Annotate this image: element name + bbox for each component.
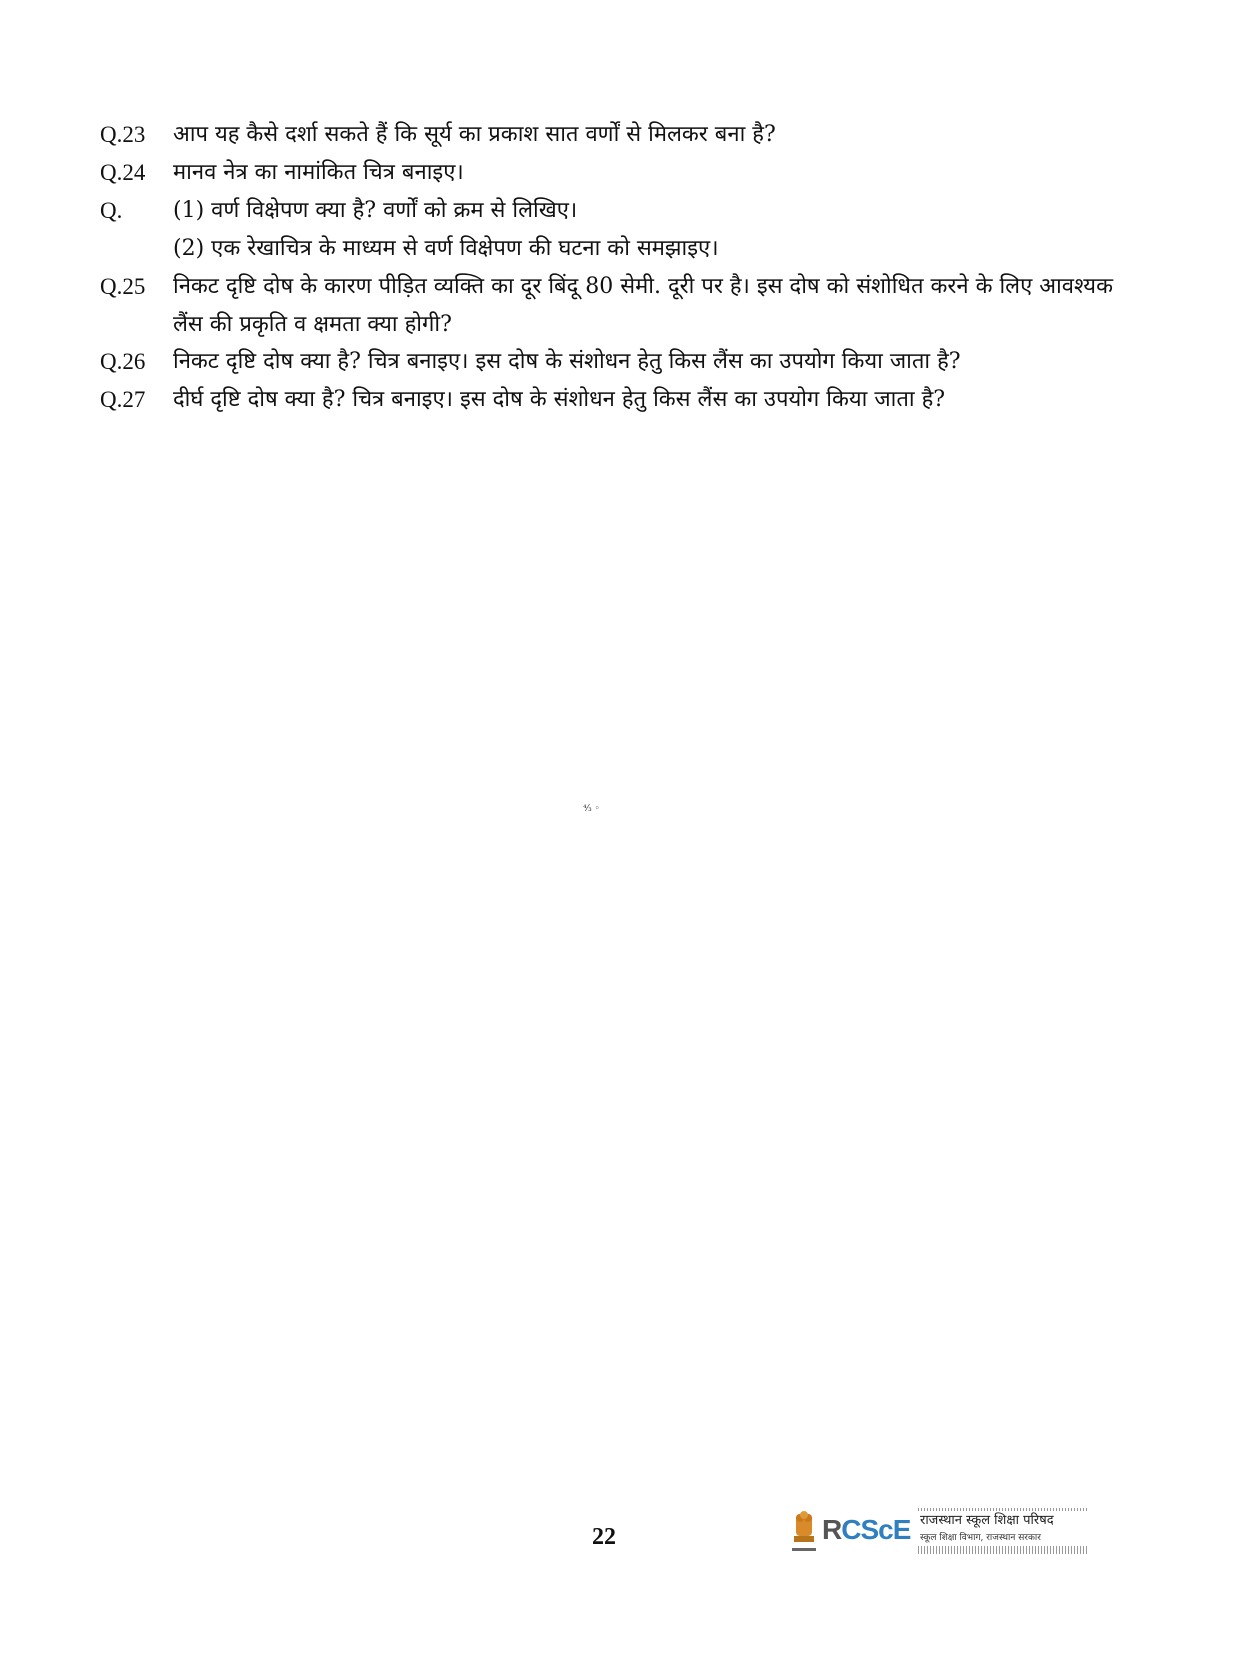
- question-q24: [100, 154, 1140, 192]
- page-number: 22: [592, 1524, 616, 1550]
- question-text: मानव नेत्र का नामांकित चित्र बनाइए।: [173, 160, 464, 185]
- question-q-part2: [100, 230, 1140, 268]
- question-number: Q.23: [100, 122, 146, 147]
- question-text: (2) एक रेखाचित्र के माध्यम से वर्ण विक्षेपण की घटना को समझाइए।: [173, 236, 719, 261]
- question-number: Q.: [100, 198, 123, 223]
- state-emblem-icon: [790, 1508, 818, 1556]
- question-text: दीर्घ दृष्टि दोष क्या है? चित्र बनाइए। इस दोष के संशोधन हेतु किस लैंस का उपयोग किया जाता है?: [173, 387, 946, 412]
- question-q27: [100, 381, 1140, 419]
- question-text: (1) वर्ण विक्षेपण क्या है? वर्णों को क्रम से लिखिए।: [173, 198, 578, 223]
- question-q26: [100, 343, 1140, 381]
- question-number: Q.27: [100, 387, 146, 412]
- brand-letters: CScE: [841, 1514, 911, 1545]
- rcsce-logo-text: [822, 1514, 910, 1546]
- center-mark: ⁴⁄₃ ◦: [583, 804, 600, 814]
- question-number: Q.25: [100, 274, 146, 299]
- footer-logo: [790, 1508, 1090, 1558]
- decorative-stripes: [918, 1546, 1088, 1554]
- question-number: Q.24: [100, 160, 146, 185]
- question-q23: [100, 116, 1140, 154]
- question-text: निकट दृष्टि दोष के कारण पीड़ित व्यक्ति का दूर बिंदू 80 सेमी. दूरी पर है। इस दोष को संशोधित करने के लिए आवश्यक लैंस की प्रकृति व क्षमता क्या होगी?: [173, 274, 1113, 337]
- question-text: निकट दृष्टि दोष क्या है? चित्र बनाइए। इस दोष के संशोधन हेतु किस लैंस का उपयोग किया जाता है?: [173, 349, 961, 374]
- question-number: Q.26: [100, 349, 146, 374]
- question-q25: [100, 268, 1140, 344]
- question-q-part1: [100, 192, 1140, 230]
- brand-letter-r: R: [822, 1514, 842, 1545]
- department-name: स्कूल शिक्षा विभाग, राजस्थान सरकार: [920, 1533, 1041, 1543]
- question-text: आप यह कैसे दर्शा सकते हैं कि सूर्य का प्रकाश सात वर्णों से मिलकर बना है?: [173, 122, 776, 147]
- organization-name: राजस्थान स्कूल शिक्षा परिषद: [920, 1513, 1054, 1528]
